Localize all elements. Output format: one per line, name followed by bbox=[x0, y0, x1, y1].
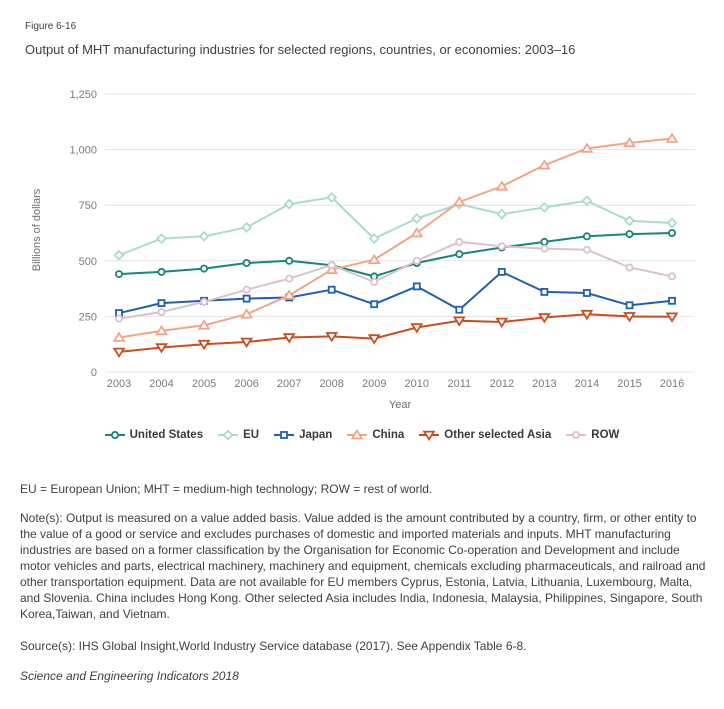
data-point-marker bbox=[244, 296, 250, 302]
legend-item bbox=[274, 429, 332, 441]
data-point-marker bbox=[157, 327, 167, 335]
data-point-marker bbox=[668, 219, 676, 227]
x-tick-label: 2016 bbox=[659, 378, 685, 390]
legend-item bbox=[566, 429, 619, 441]
data-point-marker bbox=[224, 431, 232, 439]
data-point-marker bbox=[499, 243, 505, 249]
x-tick-label: 2009 bbox=[361, 378, 387, 390]
x-tick-label: 2015 bbox=[617, 378, 642, 390]
line-chart bbox=[0, 70, 724, 415]
data-point-marker bbox=[329, 262, 335, 268]
data-point-marker bbox=[456, 307, 462, 313]
legend-item bbox=[347, 429, 404, 441]
data-point-marker bbox=[499, 269, 505, 275]
footer-citation: Science and Engineering Indicators 2018 bbox=[20, 669, 239, 683]
data-point-marker bbox=[412, 324, 422, 332]
data-point-marker bbox=[584, 247, 590, 253]
x-tick-label: 2008 bbox=[319, 378, 344, 390]
y-tick-label: 750 bbox=[78, 200, 97, 213]
data-point-marker bbox=[371, 301, 377, 307]
data-point-marker bbox=[667, 313, 677, 321]
figure-label: Figure 6-16 bbox=[25, 21, 77, 32]
data-point-marker bbox=[199, 321, 209, 329]
x-tick-label: 2011 bbox=[447, 378, 472, 390]
data-point-marker bbox=[582, 144, 592, 152]
data-point-marker bbox=[244, 260, 250, 266]
data-point-marker bbox=[159, 300, 165, 306]
data-point-marker bbox=[455, 198, 465, 206]
series-line bbox=[119, 242, 672, 319]
y-tick-label: 1,000 bbox=[69, 144, 97, 157]
data-point-marker bbox=[626, 231, 632, 237]
data-point-marker bbox=[414, 258, 420, 264]
data-point-marker bbox=[456, 251, 462, 257]
legend-label: United States bbox=[129, 429, 204, 441]
x-tick-label: 2013 bbox=[532, 378, 557, 390]
data-point-marker bbox=[582, 311, 592, 319]
data-point-marker bbox=[541, 239, 547, 245]
legend-marker-icon bbox=[419, 429, 439, 441]
x-tick-label: 2006 bbox=[234, 378, 259, 390]
x-tick-label: 2007 bbox=[276, 378, 302, 390]
legend-label: ROW bbox=[591, 429, 620, 441]
data-point-marker bbox=[201, 266, 207, 272]
y-tick-label: 1,250 bbox=[69, 89, 97, 101]
data-point-marker bbox=[667, 134, 677, 142]
legend-marker-icon bbox=[566, 429, 586, 441]
data-point-marker bbox=[242, 310, 252, 318]
data-point-marker bbox=[114, 349, 124, 357]
y-tick-label: 500 bbox=[78, 255, 97, 268]
data-point-marker bbox=[158, 309, 164, 315]
data-point-marker bbox=[285, 200, 293, 208]
legend-label: Other selected Asia bbox=[444, 429, 552, 441]
x-tick-label: 2003 bbox=[106, 378, 132, 390]
legend-marker-icon bbox=[105, 429, 125, 441]
data-point-marker bbox=[497, 182, 507, 190]
data-point-marker bbox=[573, 432, 579, 438]
data-point-marker bbox=[286, 258, 292, 264]
x-tick-label: 2010 bbox=[404, 378, 430, 390]
data-point-marker bbox=[540, 161, 550, 169]
legend-marker-icon bbox=[218, 429, 238, 441]
legend-label: Japan bbox=[299, 429, 333, 441]
data-point-marker bbox=[424, 432, 434, 440]
data-point-marker bbox=[158, 269, 164, 275]
data-point-marker bbox=[284, 334, 294, 342]
data-point-marker bbox=[627, 302, 633, 308]
notes-text: Note(s): Output is measured on a value added basis. Value added is the amount contributed by a country, firm, or other entity to the value of a good or service and excludes purchases of domestic and imported materials and inputs. MHT manufacturing industries are based on a former classification by the Organisation for Economic Co-operation and Development and include motor vehicles and parts, electrical machinery, machinery and equipment, chemicals excluding pharmaceuticals, and railroad and other transportation equipment. Data are not available for EU members Cyprus, Estonia, Latvia, Lithuania, Luxembourg, Malta, and Slovenia. China includes Hong Kong. Other selected Asia includes India, Indonesia, Malaysia, Philippines, Singapore, South Korea,Taiwan, and Vietnam. bbox=[20, 511, 706, 621]
data-point-marker bbox=[540, 203, 548, 211]
data-point-marker bbox=[281, 432, 287, 438]
data-point-marker bbox=[353, 431, 363, 439]
data-point-marker bbox=[116, 316, 122, 322]
legend-item bbox=[218, 429, 259, 441]
data-point-marker bbox=[541, 246, 547, 252]
data-point-marker bbox=[584, 233, 590, 239]
data-point-marker bbox=[625, 313, 635, 321]
data-point-marker bbox=[584, 290, 590, 296]
data-point-marker bbox=[497, 319, 507, 327]
x-tick-label: 2014 bbox=[574, 378, 600, 390]
data-point-marker bbox=[669, 273, 675, 279]
y-axis-title: Billions of dollars bbox=[31, 188, 43, 272]
data-point-marker bbox=[199, 341, 209, 349]
data-point-marker bbox=[242, 339, 252, 347]
data-point-marker bbox=[413, 214, 421, 222]
data-point-marker bbox=[112, 432, 118, 438]
chart-legend bbox=[0, 429, 724, 441]
data-point-marker bbox=[583, 197, 591, 205]
data-point-marker bbox=[541, 289, 547, 295]
legend-label: China bbox=[372, 429, 405, 441]
source-text: Source(s): IHS Global Insight,World Industry Service database (2017). See Appendix Table 6-8. bbox=[20, 639, 527, 653]
data-point-marker bbox=[498, 210, 506, 218]
legend-marker-icon bbox=[347, 429, 367, 441]
data-point-marker bbox=[327, 333, 337, 341]
data-point-marker bbox=[286, 276, 292, 282]
data-point-marker bbox=[329, 287, 335, 293]
data-point-marker bbox=[115, 251, 123, 259]
data-point-marker bbox=[242, 223, 250, 231]
data-point-marker bbox=[371, 279, 377, 285]
data-point-marker bbox=[157, 234, 165, 242]
data-point-marker bbox=[625, 217, 633, 225]
data-point-marker bbox=[626, 264, 632, 270]
legend-marker-icon bbox=[274, 429, 294, 441]
legend-item bbox=[419, 429, 551, 441]
data-point-marker bbox=[157, 344, 167, 352]
x-tick-label: 2005 bbox=[191, 378, 217, 390]
data-point-marker bbox=[456, 239, 462, 245]
chart-title: Output of MHT manufacturing industries for selected regions, countries, or economies: 2003–16 bbox=[25, 42, 576, 57]
abbreviations-note: EU = European Union; MHT = medium-high technology; ROW = rest of world. bbox=[20, 482, 433, 496]
data-point-marker bbox=[244, 287, 250, 293]
data-point-marker bbox=[540, 314, 550, 322]
data-point-marker bbox=[116, 271, 122, 277]
data-point-marker bbox=[201, 299, 207, 305]
chart-svg bbox=[0, 70, 724, 415]
y-tick-label: 0 bbox=[90, 367, 97, 379]
data-point-marker bbox=[114, 333, 124, 341]
y-tick-label: 250 bbox=[78, 311, 97, 324]
x-tick-label: 2012 bbox=[489, 378, 515, 390]
data-point-marker bbox=[200, 232, 208, 240]
data-point-marker bbox=[369, 335, 379, 343]
legend-label: EU bbox=[243, 429, 260, 441]
x-axis-title: Year bbox=[388, 399, 412, 411]
data-point-marker bbox=[669, 298, 675, 304]
legend-item bbox=[105, 429, 204, 441]
data-point-marker bbox=[669, 230, 675, 236]
data-point-marker bbox=[625, 139, 635, 147]
data-point-marker bbox=[455, 317, 465, 325]
data-point-marker bbox=[414, 283, 420, 289]
x-tick-label: 2004 bbox=[149, 378, 174, 390]
